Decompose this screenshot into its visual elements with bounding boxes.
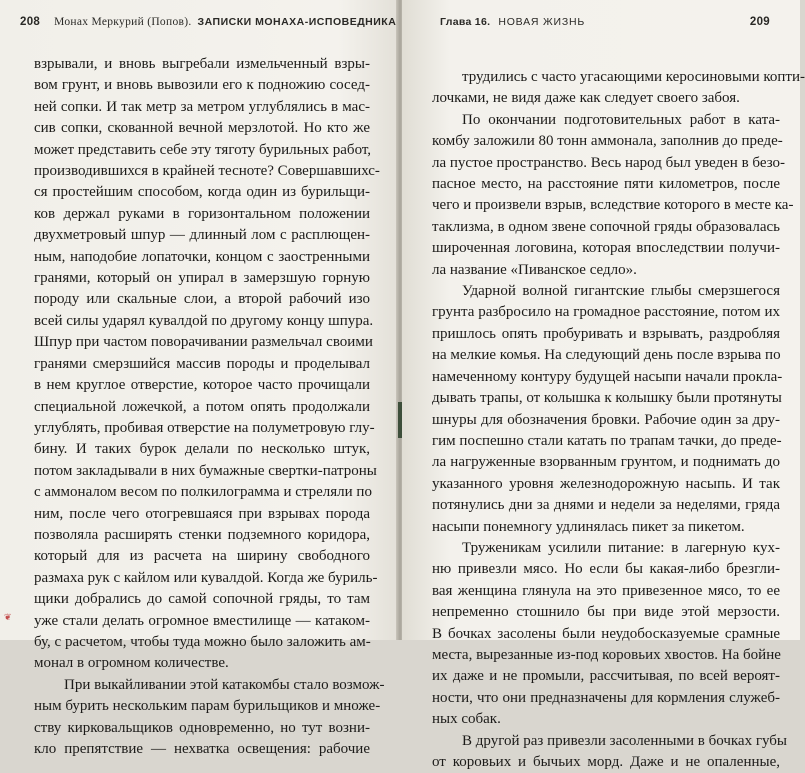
text-line: ней сопки. И так метр за метром углублялись в мас- [34, 98, 370, 115]
text-line: дывать трапы, от колышка к колышку были протянуты [432, 390, 782, 407]
text-line: Шпур при частом поворачивании размельчал своими [34, 334, 373, 351]
text-line: ла пустое пространство. Весь народ был уведен в безо- [432, 154, 786, 171]
running-head-author: Монах Меркурий (Попов). [54, 16, 192, 28]
running-head-chapter-title: НОВАЯ ЖИЗНЬ [498, 16, 586, 28]
text-line: производившихся в крайней тесноте? Совершавшихс- [34, 163, 380, 180]
text-line: чего и произвели взрыв, вследствие которого в месте ка- [432, 197, 794, 214]
text-line: комбу заложили 80 тонн аммонала, заполнив до преде- [432, 133, 783, 150]
text-line: пасное место, на расстояние пяти километров, после [432, 176, 780, 193]
text-line: ков держал руками в горизонтальном положении [34, 205, 370, 222]
text-line: бину. И таких бурок делали по несколько штук, [34, 441, 370, 458]
text-line: ству кирковальщиков одновременно, но тут возни- [34, 719, 370, 736]
text-line: бу, с расчетом, чтобы туда можно было заложить ам- [34, 633, 371, 650]
text-line: позволяла расширять стенки подземного коридора, [34, 526, 370, 543]
text-line: непременно стошнило бы при виде этой мерзости. [432, 604, 780, 621]
text-line: кло препятствие — нехватка освещения: рабочие [34, 741, 370, 757]
text-line: потом закладывали в них бумажные свертки-патроны [34, 462, 377, 479]
running-head-book-title: ЗАПИСКИ МОНАХА-ИСПОВЕДНИКА [197, 16, 397, 28]
text-line: ню привезли мясо. Но если бы какая-либо брезгли- [432, 561, 780, 578]
text-line: По окончании подготовительных работ в ката- [462, 111, 780, 128]
text-line: ла название «Пиванское седло». [432, 261, 637, 278]
text-line: ных собак. [432, 711, 501, 728]
text-line: места, вырезанные из-под коровьих хвостов. На бойне [432, 646, 781, 663]
text-line: трудились с часто угасающими керосиновыми копти- [462, 69, 805, 85]
text-line: ным, наподобие лопаточки, концом с заостренными [34, 248, 370, 265]
text-line: породу или скальные слои, а второй рабочий изо [34, 291, 370, 308]
text-line: Ударной волной гигантские глыбы смерзшегося [462, 283, 780, 300]
text-line: насыпи понемногу удлинялась пикет за пикетом. [432, 518, 745, 535]
left-page-number: 208 [20, 16, 41, 28]
right-body-text [432, 67, 805, 773]
text-line: шнуры для обозначения бровки. Рабочие один за дру- [432, 411, 780, 428]
text-line: от коровьих и бычьих морд. Даже и не опаленные, [432, 754, 780, 770]
text-line: специальной ложечкой, а потом опять продолжали [34, 398, 370, 415]
text-line: который для из расчета на ширину свободного [34, 548, 370, 565]
text-line: двухметровый шпур — длинный лом с расплющен- [34, 227, 370, 244]
right-page [402, 0, 805, 770]
text-line: их даже и не промыли, рассчитывая, по всей вероят- [432, 668, 780, 685]
running-head-chapter: Глава 16. [440, 16, 491, 28]
text-line: может представить себе эту тяготу бурильных работ, [34, 141, 372, 158]
text-line: уже стали делать огромное вместилище — катаком- [34, 612, 370, 629]
text-line: ся простейшим способом, когда один из бурильщи- [34, 184, 370, 201]
text-line: размаха рук с кайлом или кувалдой. Когда же буриль- [34, 569, 378, 586]
text-line: щики добрались до самой сопочной гряды, то там [34, 591, 370, 608]
text-line: ла нагруженные взорванным грунтом, и поднимать до [432, 454, 780, 471]
text-line: Труженикам усилили питание: в лагерную кух- [462, 539, 780, 556]
text-line: гранями смерзшийся массив породы и проделывал [34, 355, 370, 372]
text-line: пришлось опять пробуривать и взрывать, раздробляя [432, 325, 780, 342]
text-line: широченная логовина, которая впоследствии получи- [432, 240, 780, 257]
text-line: таклизма, в одном звене сопочной гряды образовалась [432, 218, 780, 235]
text-line: вом грунт, и вновь вывозили его к подножию сосед- [34, 77, 370, 94]
text-line: намеченному контуру будущей насыпи начали прокла- [432, 368, 783, 385]
text-line: При выкайливании этой катакомбы стало возмож- [64, 676, 385, 693]
left-running-head [20, 12, 397, 32]
text-line: гим поспешно стали катать по трапам тачки, до преде- [432, 432, 782, 449]
left-page [0, 0, 398, 757]
text-line: вая женщина глянула на это привезенное мясо, то ее [432, 582, 780, 599]
text-line: указанного уровня железнодорожную насыпь. И так [432, 475, 780, 492]
text-line: в нем круглое отверстие, которое часто прочищали [34, 377, 370, 394]
left-body-text [34, 54, 385, 760]
text-line: ним, после чего отогревшаяся при взрывах порода [34, 505, 370, 522]
text-line: В бочках засолены были неудобосказуемые срамные [432, 625, 780, 642]
text-line: всей силы ударял кувалдой по другому концу шпура. [34, 312, 374, 329]
corner-mark-icon: ❦ [4, 612, 12, 622]
text-line: взрывали, и вновь выгребали измельченный взры- [34, 56, 370, 72]
text-line: ным бурить нескольким парам бурильщиков и множе- [34, 698, 381, 715]
text-line: на мелкие комья. На следующий день после взрыва по [432, 347, 781, 364]
text-line: углублять, пробивая отверстие на полуметровую глу- [34, 419, 375, 436]
right-running-head [440, 12, 770, 32]
text-line: потянулись дни за днями и недели за неделями, гряда [432, 497, 780, 514]
text-line: монал в огромном количестве. [34, 655, 229, 672]
text-line: сив сопки, скованной вечной мерзлотой. Но кто же [34, 120, 370, 137]
text-line: В другой раз привезли засоленными в бочках губы [462, 732, 787, 749]
text-line: гранями, который он упирал в замерзшую горную [34, 270, 370, 287]
text-line: с аммоналом весом по полкилограмма и стреляли по [34, 484, 372, 501]
text-line: грунта разбросило на громадное расстояние, потом их [432, 304, 780, 321]
text-line: лочками, не видя даже как следует своего забоя. [432, 90, 740, 107]
right-page-number: 209 [749, 16, 770, 28]
text-line: ности, что они предназначены для кормления служеб- [432, 689, 780, 706]
